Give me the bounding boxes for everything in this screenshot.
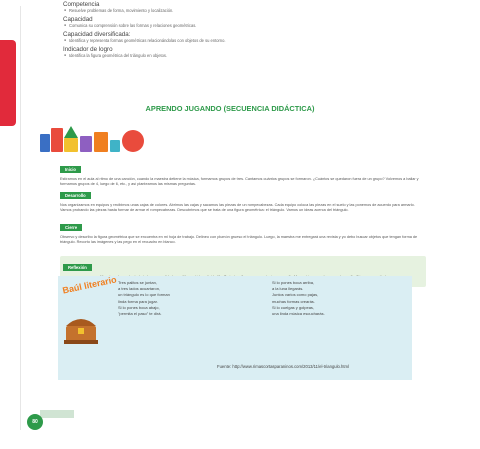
competencia-block [63,0,458,58]
capacidad-diversificada-bullet: ● Identifica y representa formas geométricas relacionándolas con objetos de su entorno. [63,38,458,43]
poem-line: Si lo pones boca arriba, [272,280,315,285]
capacidad-bullet: ● Comunica su comprensión sobre las formas y relaciones geométricas. [63,23,458,28]
cierre-label: Cierre [60,224,82,231]
desarrollo-section [60,184,426,213]
competencia-bullet: ● Resuelve problemas de forma, movimiento y localización. [63,8,458,13]
poem-line: una linda música escucharás. [272,311,325,317]
page-spine [20,6,21,430]
inicio-label: Inicio [60,166,81,173]
poem-left-column [118,280,170,317]
poem-line: linda forma para jugar. [118,298,158,304]
poem-line: Si lo cuelgas y golpeas, [272,304,315,310]
treasure-chest-icon [62,310,100,348]
page-number: 80 [27,414,43,430]
indicador-bullet: ● Identifica la figura geométrica del triángulo en objetos. [63,53,458,58]
poem-source: Fuente: http://www.rimascortasparaninos.com/2013/11/el-triangulo.html [217,364,349,369]
cierre-text: Observo y describo la figura geométrica que se encuentra en mi hoja de trabajo. Delineo con plumón grueso el triángulo. Luego, la maestra me entregará una revista y yo debo buscar objetos que tengan forma de triángulo. Recorto las imágenes y las pego en el recuadro en blanco. [60,235,418,244]
cierre-section [60,216,426,245]
inicio-section [60,158,426,187]
poem-line: muchas formas crearás. [272,298,315,304]
poem-right-column [272,280,325,317]
desarrollo-label: Desarrollo [60,192,91,199]
toy-blocks-illustration [38,120,146,153]
inicio-text: Estiramos en el aula al ritmo de una canción, cuando la maestra detiene la música, formamos grupos de tres. Cantamos cuántos grupos se formaron. ¿Cuántos se quedaron fuera de un grupo? Volvemos a bailar y formamos grupos de 4, luego de 6, etc., y así planteamos las mismas preguntas. [60,177,419,186]
indicador-heading: Indicador de logro [63,46,113,53]
poem-line: Tres palitos se juntan, [118,280,157,285]
capacidad-heading: Capacidad [63,16,93,23]
desarrollo-text: Nos organizamos en equipos y recibimos unas cajas de colores. Abrimos las cajas y sacamos las piezas de un rompecabezas. Cada equipo coloca las piezas en el suelo y las ponemos de acuerdo para armarlo. Vamos probando las piezas hasta formar de armar el rompecabezas. Descubrimos que se trata de una figura geométrica: el triángulo. Vamos un ideas acerca del triángulo. [60,203,415,212]
baul-literario-box [58,276,412,380]
poem-line: Si lo pones boca abajo, [118,304,160,310]
baul-literario-logo: Baúl literario [61,274,118,296]
poem-line: a tres lados acuartaron, [118,286,161,292]
competencia-heading: Competencia [63,1,100,8]
poem-line: Juntos varios como pajas, [272,292,319,298]
pencil-decoration [0,40,16,126]
capacidad-diversificada-heading: Capacidad diversificada: [63,31,131,38]
poem-line: "permita el paso" te dirá. [118,311,162,317]
footer-bar [40,410,74,418]
poem-line: a la luna llegarás. [272,286,304,292]
section-title: APRENDO JUGANDO (SECUENCIA DIDÁCTICA) [145,104,315,113]
reflexion-label: Reflexión [63,264,92,271]
poem-line: un triángulo es lo que forman [118,292,170,298]
